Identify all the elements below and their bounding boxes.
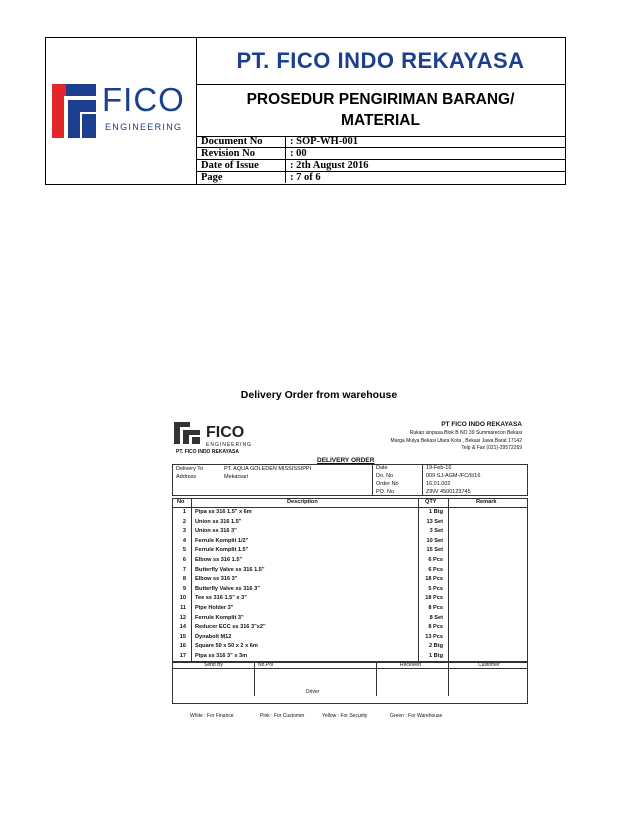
document-meta-table [196, 136, 565, 183]
do-address-value: Mekarsari [224, 474, 249, 480]
do-item-row [172, 585, 528, 594]
document-header [45, 37, 566, 185]
do-logo-subtitle: ENGINEERING [206, 442, 253, 448]
do-item-description: Square 50 x 50 x 2 x 6m [195, 643, 258, 650]
do-item-qty: 1 Btg [429, 509, 443, 515]
do-item-row [172, 556, 528, 565]
do-item-description: Butterfly Valve ss 316 3" [195, 585, 260, 592]
do-item-row [172, 508, 528, 517]
do-item-qty: 6 Pcs [428, 566, 443, 573]
do-info-value: ZINV 4500123745 [426, 489, 471, 495]
do-item-no: 8 [182, 576, 186, 583]
do-address-label: Address [176, 474, 197, 480]
do-item-description: Ferrule Komplit 1.5" [195, 547, 249, 554]
logo-word: FICO [102, 81, 185, 118]
do-title: DELIVERY ORDER [317, 457, 375, 464]
do-logo-word: FICO [206, 424, 245, 441]
do-item-qty: 13 Set [426, 518, 443, 525]
do-logo-icon [174, 422, 200, 444]
meta-row [197, 148, 566, 160]
do-item-row [172, 575, 528, 584]
do-item-description: Union ss 316 3" [195, 528, 237, 535]
do-item-description: Ferrule Komplit 3" [195, 614, 244, 621]
do-small-company: PT. FICO INDO REKAYASA [176, 449, 239, 455]
do-item-description: Union ss 316 1.5" [195, 518, 242, 525]
do-copy-note: White : For Finance [190, 713, 234, 719]
do-item-row [172, 604, 528, 613]
do-item-row [172, 623, 528, 632]
do-item-row [172, 527, 528, 536]
title-line-1: PROSEDUR PENGIRIMAN BARANG/ [246, 91, 515, 108]
title-line-2: MATERIAL [341, 112, 420, 129]
do-item-qty: 1 Btg [429, 653, 443, 659]
meta-row [197, 160, 566, 172]
do-item-no: 10 [179, 595, 186, 602]
do-info-key: Order No [376, 481, 399, 487]
do-item-no: 1 [182, 509, 186, 515]
do-info-key: Date [376, 465, 388, 471]
do-info-value: 009 SJ-AGM-/FC/II/16 [426, 473, 481, 479]
do-item-no: 7 [182, 566, 186, 573]
do-item-qty: 10 Set [426, 537, 443, 544]
do-item-description: Pipa ss 316 3" x 3m [195, 653, 248, 659]
do-info-value: 16.01.002 [426, 481, 451, 487]
do-item-row [172, 652, 528, 661]
do-item-qty: 18 Pcs [425, 595, 443, 602]
do-delivery-to-label: Delivery To [176, 466, 204, 472]
do-col-remark: Remark [476, 499, 497, 505]
do-col-description: Description [287, 499, 318, 505]
do-info-value: 19-Feb-16 [426, 465, 452, 471]
do-item-row [172, 614, 528, 623]
do-driver-label: Driver [306, 689, 320, 695]
do-item-no: 6 [182, 557, 186, 563]
do-col-qty: QTY [425, 499, 437, 505]
do-item-qty: 2 Btg [429, 643, 443, 650]
do-sign-label: Customer [478, 662, 500, 668]
do-item-description: Dynabolt M12 [195, 633, 232, 640]
do-item-no: 12 [179, 614, 186, 621]
do-item-description: Pipe Holder 3" [195, 605, 234, 611]
do-address-line: Rukan sinpasa Blok B NO 39 Summarecon Bekasi [409, 430, 522, 436]
do-item-row [172, 594, 528, 603]
meta-key: Revision No [197, 148, 286, 160]
do-item-no: 9 [182, 585, 186, 592]
do-item-no: 14 [179, 624, 186, 631]
meta-key: Page [197, 172, 286, 184]
do-item-qty: 8 Set [429, 614, 443, 621]
do-item-row [172, 518, 528, 527]
meta-value: : SOP-WH-001 [286, 136, 566, 148]
do-item-qty: 18 Pcs [425, 576, 443, 583]
meta-key: Document No [197, 136, 286, 148]
do-item-no: 2 [182, 518, 186, 525]
document-title [196, 84, 565, 137]
do-signature-divider [448, 662, 449, 696]
fico-logo-icon [52, 84, 96, 138]
do-item-qty: 5 Pcs [428, 585, 443, 592]
do-signature-rule [172, 668, 528, 669]
do-info-key: PO. No [376, 489, 395, 495]
do-col-no: No [177, 499, 185, 505]
do-signature-divider [376, 662, 377, 696]
do-item-qty: 8 Pcs [428, 605, 443, 611]
meta-value: : 7 of 6 [286, 172, 566, 184]
do-item-no: 15 [179, 633, 186, 640]
do-info-divider [422, 464, 423, 496]
do-item-row [172, 642, 528, 651]
do-item-no: 4 [182, 537, 186, 544]
do-item-description: Butterfly Valve ss 316 1.5" [195, 566, 265, 573]
do-item-no: 16 [179, 643, 186, 650]
do-item-description: Elbow ss 316 3" [195, 576, 238, 583]
do-item-description: Reducer ECC ss 316 3"x2" [195, 624, 266, 631]
do-item-no: 17 [179, 653, 186, 659]
do-table-header [172, 498, 528, 507]
meta-value: : 2th August 2016 [286, 160, 566, 172]
logo-subtitle: ENGINEERING [105, 122, 183, 132]
do-item-qty: 3 Set [429, 528, 443, 535]
do-item-description: Tee ss 316 1.5" x 3" [195, 595, 247, 602]
do-info-key: Do. No [376, 473, 394, 479]
do-item-row [172, 537, 528, 546]
meta-value: : 00 [286, 148, 566, 160]
do-item-description: Ferrule Komplit 1/2" [195, 537, 249, 544]
do-sign-label: Send By [204, 662, 223, 668]
do-copy-note: Pink : For Customer [260, 713, 305, 719]
figure-caption: Delivery Order from warehouse [240, 389, 398, 401]
do-item-row [172, 546, 528, 555]
company-name: PT. FICO INDO REKAYASA [236, 48, 525, 73]
do-signature-divider [254, 662, 255, 696]
do-info-divider [372, 464, 373, 496]
do-item-description: Pipa ss 316 1.5" x 6m [195, 509, 252, 515]
do-company-name: PT FICO INDO REKAYASA [441, 421, 522, 428]
do-sign-label: No.Pol [258, 662, 274, 668]
meta-key: Date of Issue [197, 160, 286, 172]
do-item-qty: 8 Pcs [428, 624, 443, 631]
do-item-qty: 15 Set [426, 547, 443, 554]
meta-row [197, 172, 566, 184]
do-address-line: Telp & Fax (021)-29572269 [461, 445, 522, 451]
do-item-row [172, 566, 528, 575]
company-name-cell [196, 38, 565, 85]
do-item-no: 11 [180, 605, 186, 611]
company-logo [46, 38, 197, 184]
do-item-qty: 6 Pcs [428, 557, 443, 563]
meta-row [197, 136, 566, 148]
do-copy-note: Green : For Warehouse [390, 713, 443, 719]
do-item-row [172, 633, 528, 642]
do-item-no: 5 [182, 547, 186, 554]
do-address-line: Marga Mulya Bekasi Utara Kota , Bekasi Jawa Barat 17142 [390, 437, 522, 444]
do-delivery-to-value: PT. AQUA GOLEDEN MISSISSIPPI [224, 466, 312, 472]
do-copy-note: Yellow : For Security [322, 713, 368, 719]
do-company-address [391, 430, 522, 453]
do-item-description: Elbow ss 316 1.5" [195, 557, 243, 563]
do-sign-label: Received [400, 662, 421, 668]
delivery-order-image [172, 418, 528, 724]
do-item-qty: 13 Pcs [425, 633, 443, 640]
do-item-no: 3 [182, 528, 186, 535]
